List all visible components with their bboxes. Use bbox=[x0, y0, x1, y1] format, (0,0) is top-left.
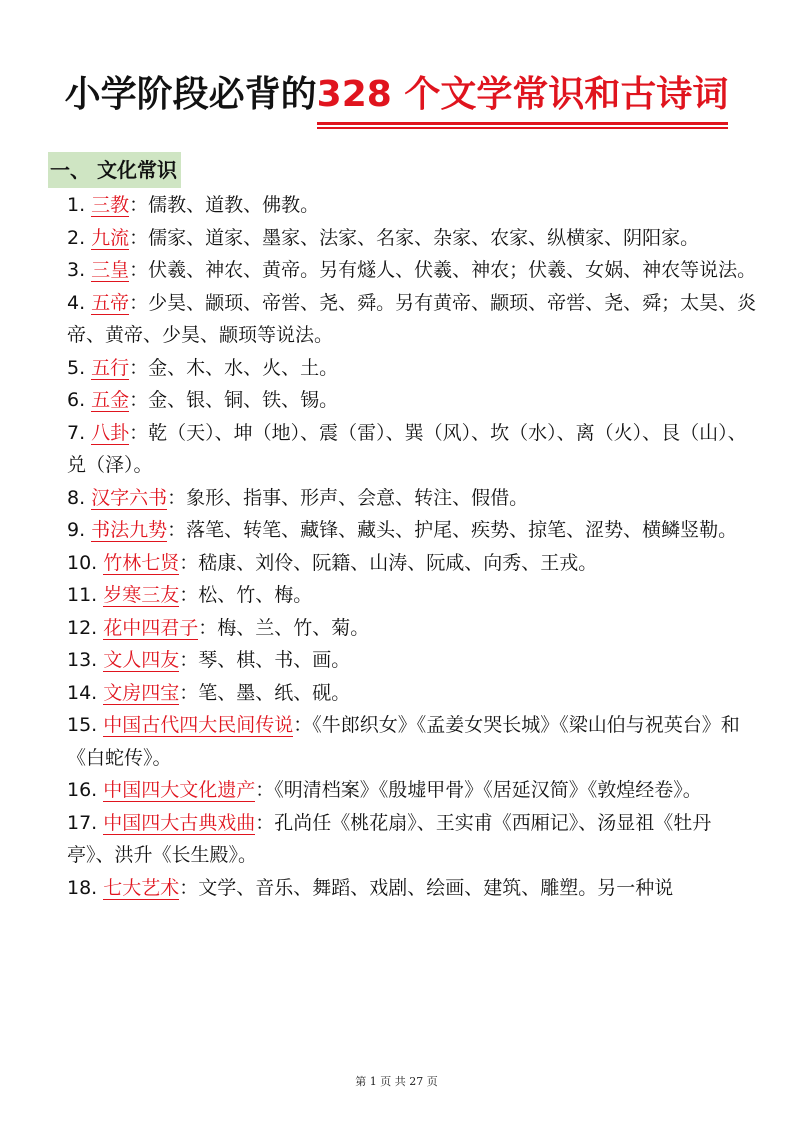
item-term: 花中四君子 bbox=[103, 616, 199, 639]
item-term: 九流 bbox=[91, 226, 130, 249]
list-item bbox=[67, 709, 757, 774]
item-text: ：文学、音乐、舞蹈、戏剧、绘画、建筑、雕塑。另一种说 bbox=[179, 876, 674, 899]
list-item bbox=[67, 222, 757, 255]
item-text: ：伏羲、神农、黄帝。另有燧人、伏羲、神农；伏羲、女娲、神农等说法。 bbox=[129, 259, 757, 281]
entry-list bbox=[67, 189, 757, 904]
item-term: 竹林七贤 bbox=[103, 551, 180, 574]
item-number: 11. bbox=[67, 584, 98, 606]
item-number: 2. bbox=[67, 226, 86, 249]
item-text: ：《牛郎织女》《孟姜女哭长城》《梁山伯与祝英台》和《白蛇传》。 bbox=[67, 714, 740, 769]
item-term: 五行 bbox=[91, 356, 130, 379]
page-title bbox=[0, 70, 793, 125]
item-number: 14. bbox=[67, 681, 98, 704]
list-item bbox=[67, 807, 757, 872]
item-term: 中国四大文化遗产 bbox=[103, 779, 256, 801]
item-term: 七大艺术 bbox=[103, 876, 180, 899]
item-number: 18. bbox=[67, 876, 98, 899]
item-term: 中国四大古典戏曲 bbox=[103, 811, 256, 834]
item-text: ：梅、兰、竹、菊。 bbox=[198, 616, 370, 639]
item-number: 5. bbox=[67, 356, 86, 379]
item-text: ：笔、墨、纸、砚。 bbox=[179, 681, 351, 704]
item-number: 1. bbox=[67, 194, 86, 216]
item-number: 17. bbox=[67, 811, 98, 834]
item-term: 三皇 bbox=[91, 259, 130, 281]
item-term: 文房四宝 bbox=[103, 681, 180, 704]
list-item bbox=[67, 547, 757, 580]
item-number: 9. bbox=[67, 519, 86, 541]
item-number: 16. bbox=[67, 779, 98, 801]
list-item bbox=[67, 189, 757, 222]
list-item bbox=[67, 482, 757, 515]
item-term: 汉字六书 bbox=[91, 486, 168, 509]
item-text: ：象形、指事、形声、会意、转注、假借。 bbox=[167, 486, 529, 509]
item-number: 7. bbox=[67, 421, 86, 444]
title-black-part: 小学阶段必背的 bbox=[64, 74, 317, 115]
list-item bbox=[67, 514, 757, 547]
item-text: ：金、木、水、火、土。 bbox=[129, 356, 339, 379]
item-text: ：嵇康、刘伶、阮籍、山涛、阮咸、向秀、王戎。 bbox=[179, 551, 598, 574]
item-text: ：儒家、道家、墨家、法家、名家、杂家、农家、纵横家、阴阳家。 bbox=[129, 226, 700, 249]
item-number: 3. bbox=[67, 259, 86, 281]
item-term: 五帝 bbox=[91, 291, 130, 314]
title-red-part: 328 个文学常识和古诗词 bbox=[317, 70, 729, 125]
list-item bbox=[67, 612, 757, 645]
item-text: ：金、银、铜、铁、锡。 bbox=[129, 389, 339, 411]
item-number: 4. bbox=[67, 291, 86, 314]
item-term: 文人四友 bbox=[103, 649, 180, 671]
item-text: ：少昊、颛顼、帝喾、尧、舜。另有黄帝、颛顼、帝喾、尧、舜；太昊、炎帝、黄帝、少昊、颛顼等说法。 bbox=[67, 291, 757, 346]
item-text: ：儒教、道教、佛教。 bbox=[129, 194, 320, 216]
item-text: ：乾（天）、坤（地）、震（雷）、巽（风）、坎（水）、离（火）、艮（山）、兑（泽）。 bbox=[67, 421, 747, 476]
item-number: 6. bbox=[67, 389, 86, 411]
item-term: 书法九势 bbox=[91, 519, 168, 541]
list-item bbox=[67, 774, 757, 807]
item-term: 中国古代四大民间传说 bbox=[103, 714, 294, 736]
item-term: 八卦 bbox=[91, 421, 130, 444]
item-text: ：琴、棋、书、画。 bbox=[179, 649, 351, 671]
item-text: ：松、竹、梅。 bbox=[179, 584, 313, 606]
list-item bbox=[67, 254, 757, 287]
item-number: 15. bbox=[67, 714, 98, 736]
item-text: ：《明清档案》《殷墟甲骨》《居延汉简》《敦煌经卷》。 bbox=[255, 779, 702, 801]
item-term: 岁寒三友 bbox=[103, 584, 180, 606]
list-item bbox=[67, 644, 757, 677]
list-item bbox=[67, 677, 757, 710]
item-term: 三教 bbox=[91, 194, 130, 216]
item-number: 8. bbox=[67, 486, 86, 509]
item-text: ：孔尚任《桃花扇》、王实甫《西厢记》、汤显祖《牡丹亭》、洪升《长生殿》。 bbox=[67, 811, 712, 866]
list-item bbox=[67, 352, 757, 385]
item-number: 12. bbox=[67, 616, 98, 639]
section-heading: 一、 文化常识 bbox=[48, 152, 181, 188]
page-footer: 第 1 页 共 27 页 bbox=[355, 1075, 438, 1088]
list-item bbox=[67, 384, 757, 417]
item-number: 10. bbox=[67, 551, 98, 574]
item-term: 五金 bbox=[91, 389, 130, 411]
list-item bbox=[67, 579, 757, 612]
list-item bbox=[67, 872, 757, 905]
list-item bbox=[67, 287, 757, 352]
item-number: 13. bbox=[67, 649, 98, 671]
item-text: ：落笔、转笔、藏锋、藏头、护尾、疾势、掠笔、涩势、横鳞竖勒。 bbox=[167, 519, 738, 541]
list-item bbox=[67, 417, 757, 482]
